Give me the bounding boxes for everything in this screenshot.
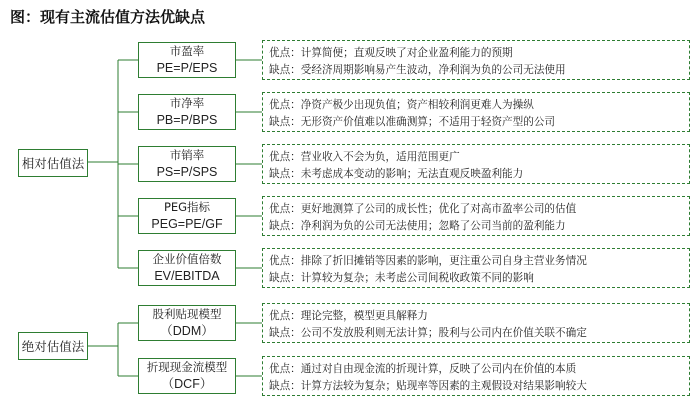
- category-absolute-valuation: [18, 332, 88, 360]
- pro-text: 优点：营业收入不会为负，适用范围更广: [269, 151, 460, 163]
- method-name: 股利贴现模型: [152, 307, 222, 321]
- method-box-pe: [138, 42, 236, 78]
- con-text: 缺点：净利润为负的公司无法使用；忽略了公司当前的盈利能力: [269, 220, 566, 232]
- description-dcf: [262, 356, 690, 396]
- category-relative-label: 相对估值法: [21, 155, 85, 171]
- description-pb: [262, 92, 690, 132]
- method-box-ps: [138, 146, 236, 182]
- pro-text: 优点：计算简便；直观反映了对企业盈利能力的预期: [269, 47, 513, 59]
- method-box-ev-ebitda: [138, 250, 236, 286]
- method-formula: PS=P/SPS: [156, 165, 218, 179]
- con-text: 缺点：无形资产价值难以准确测算；不适用于轻资产型的公司: [269, 116, 556, 128]
- pro-text: 优点：净资产极少出现负值；资产相较利润更难人为操纵: [269, 99, 534, 111]
- method-formula: （DDM）: [160, 324, 214, 338]
- pro-text: 优点：理论完整，模型更具解释力: [269, 310, 428, 322]
- method-name: 市销率: [169, 148, 205, 162]
- con-text: 缺点：未考虑成本变动的影响；无法直观反映盈利能力: [269, 168, 524, 180]
- category-absolute-label: 绝对估值法: [21, 338, 85, 354]
- method-name: 折现现金流模型: [146, 360, 228, 374]
- method-box-peg: [138, 198, 236, 234]
- description-ev-ebitda: [262, 248, 690, 288]
- method-box-pb: [138, 94, 236, 130]
- method-box-dcf: [138, 358, 236, 394]
- method-name: PEG指标: [163, 200, 211, 214]
- pro-text: 优点：更好地测算了公司的成长性；优化了对高市盈率公司的估值: [269, 203, 577, 215]
- method-name: 企业价值倍数: [152, 252, 222, 266]
- pro-text: 优点：排除了折旧摊销等因素的影响，更注重公司自身主营业务情况: [269, 255, 587, 267]
- description-peg: [262, 196, 690, 236]
- con-text: 缺点：公司不发放股利则无法计算；股利与公司内在价值关联不确定: [269, 327, 587, 339]
- description-ddm: [262, 303, 690, 343]
- con-text: 缺点：计算较为复杂；未考虑公司间税收政策不同的影响: [269, 272, 534, 284]
- method-name: 市净率: [169, 96, 205, 110]
- pro-text: 优点：通过对自由现金流的折现计算，反映了公司内在价值的本质: [269, 363, 577, 375]
- method-formula: PEG=PE/GF: [151, 217, 223, 231]
- description-ps: [262, 144, 690, 184]
- con-text: 缺点：计算方法较为复杂；贴现率等因素的主观假设对结果影响较大: [269, 380, 587, 392]
- method-formula: EV/EBITDA: [154, 269, 220, 283]
- con-text: 缺点：受经济周期影响易产生波动，净利润为负的公司无法使用: [269, 64, 566, 76]
- description-pe: [262, 40, 690, 80]
- method-formula: PE=P/EPS: [156, 61, 218, 75]
- method-formula: （DCF）: [161, 377, 213, 391]
- method-name: 市盈率: [169, 44, 205, 58]
- method-formula: PB=P/BPS: [156, 113, 218, 127]
- figure-title: 图：现有主流估值方法优缺点: [10, 8, 206, 26]
- category-relative-valuation: [18, 149, 88, 177]
- method-box-ddm: [138, 305, 236, 341]
